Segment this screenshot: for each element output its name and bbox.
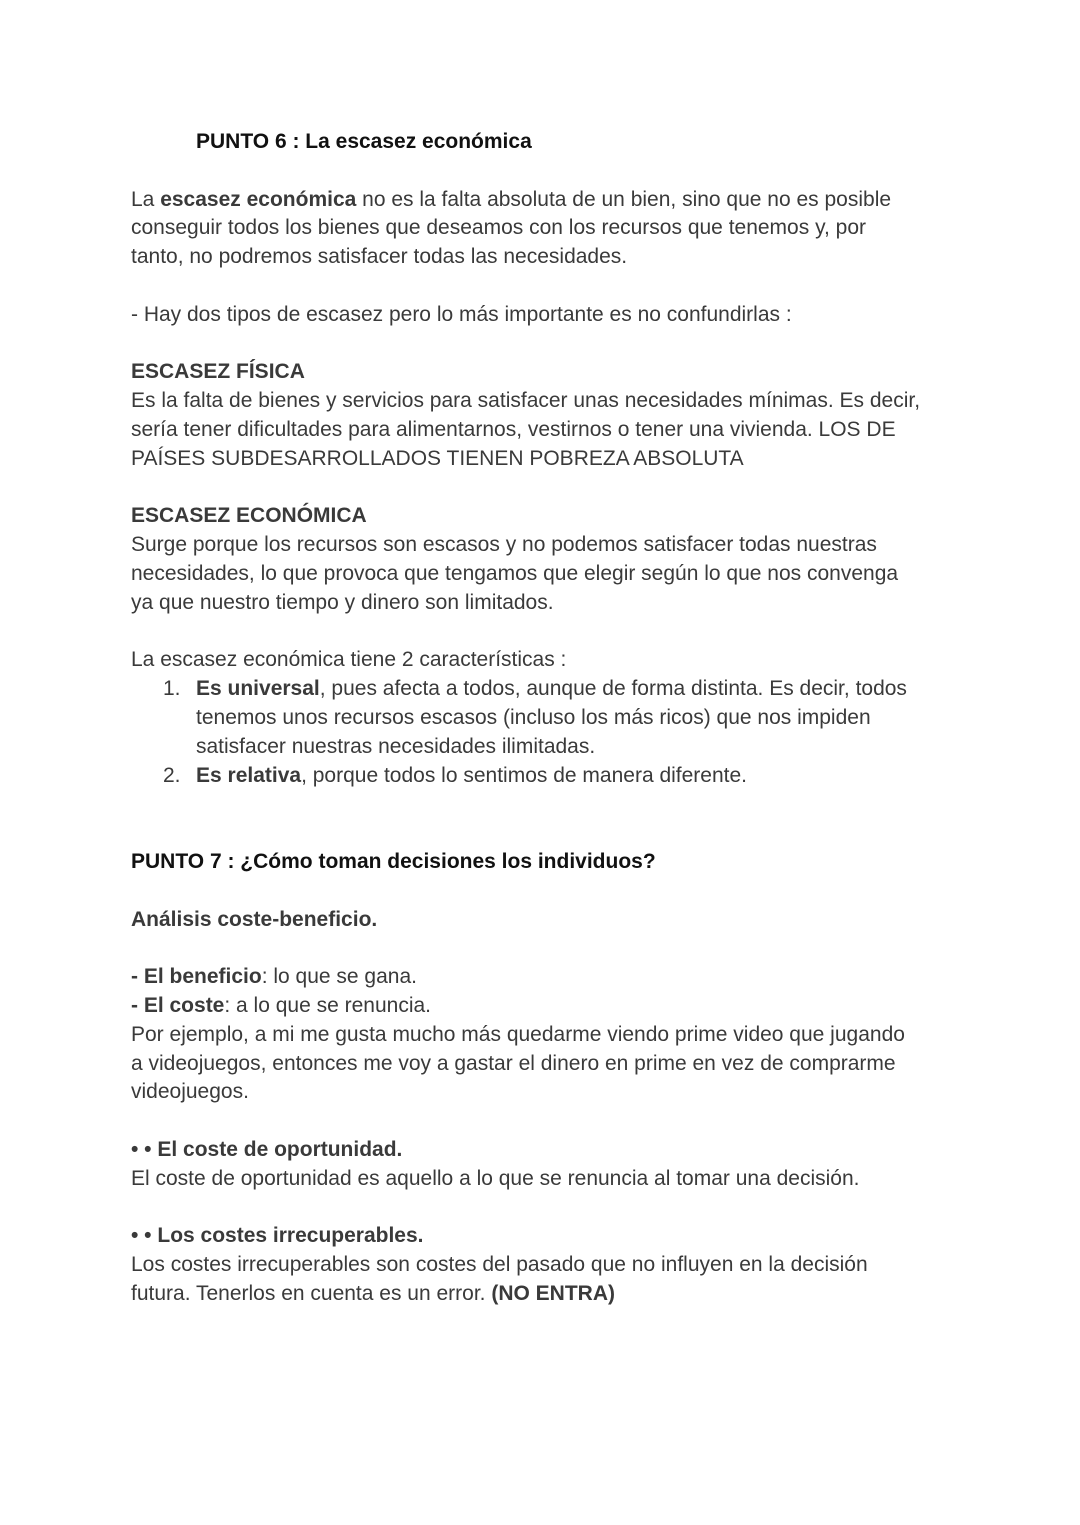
example-line1: Por ejemplo, a mi me gusta mucho más quedarme viendo prime video que jugando (131, 1022, 905, 1046)
escasez-economica-heading: ESCASEZ ECONÓMICA (131, 504, 367, 528)
fisica-line2: sería tener dificultades para alimentarnos, vestirnos o tener una vivienda. LOS DE (131, 417, 896, 441)
punto6-intro-paragraph (131, 186, 961, 272)
char1-line3: satisfacer nuestras necesidades ilimitadas. (196, 734, 596, 758)
irrecuperables-line2: futura. Tenerlos en cuenta es un error. (131, 1281, 492, 1305)
irrecuperables-line1: Los costes irrecuperables son costes del pasado que no influyen en la decisión (131, 1253, 868, 1277)
irrecuperables-heading: • • Los costes irrecuperables. (131, 1224, 424, 1248)
characteristics-intro: La escasez económica tiene 2 características : (131, 648, 567, 672)
economica-line3: ya que nuestro tiempo y dinero son limitados. (131, 590, 554, 614)
oportunidad-text: El coste de oportunidad es aquello a lo que se renuncia al tomar una decisión. (131, 1166, 860, 1190)
no-entra-label: (NO ENTRA) (491, 1281, 615, 1305)
economica-line1: Surge porque los recursos son escasos y no podemos satisfacer todas nuestras (131, 533, 877, 557)
coste-bold: - El coste (131, 993, 225, 1017)
analysis-heading: Análisis coste-beneficio. (131, 907, 378, 931)
escasez-fisica-heading: ESCASEZ FÍSICA (131, 360, 305, 384)
list-number: 1. (163, 677, 181, 701)
char1-line2: tenemos unos recursos escasos (incluso los más ricos) que nos impiden (196, 705, 871, 729)
intro-bold-term: escasez económica (160, 187, 357, 211)
document-page (131, 128, 961, 1309)
intro-line2: conseguir todos los bienes que deseamos con los recursos que tenemos y, por (131, 216, 867, 240)
characteristics-list (131, 675, 961, 790)
beneficio-bold: - El beneficio (131, 965, 262, 989)
punto6-title: PUNTO 6 : La escasez económica (196, 130, 532, 153)
escasez-economica-section (131, 502, 961, 617)
coste-rest: : a lo que se renuncia. (224, 993, 432, 1017)
types-line: - Hay dos tipos de escasez pero lo más importante es no confundirlas : (131, 302, 792, 326)
punto7-title: PUNTO 7 : ¿Cómo toman decisiones los individuos? (131, 849, 656, 873)
example-line3: videojuegos. (131, 1080, 249, 1104)
example-line2: a videojuegos, entonces me voy a gastar el dinero en prime en vez de comprarme (131, 1051, 896, 1075)
char2-bold: Es relativa (196, 763, 302, 787)
intro-line3: tanto, no podremos satisfacer todas las necesidades. (131, 245, 628, 269)
intro-line1-rest: no es la falta absoluta de un bien, sino que no es posible (356, 187, 892, 211)
fisica-line3: PAÍSES SUBDESARROLLADOS TIENEN POBREZA ABSOLUTA (131, 446, 744, 470)
char1-bold: Es universal (196, 677, 320, 701)
list-item (131, 675, 961, 761)
economica-line2: necesidades, lo que provoca que tengamos que elegir según lo que nos convenga (131, 561, 899, 585)
intro-pre: La (131, 187, 161, 211)
fisica-line1: Es la falta de bienes y servicios para satisfacer unas necesidades mínimas. Es decir, (131, 389, 921, 413)
beneficio-rest: : lo que se gana. (261, 965, 417, 989)
list-number: 2. (163, 763, 181, 787)
char1-line1-rest: , pues afecta a todos, aunque de forma distinta. Es decir, todos (319, 677, 907, 701)
oportunidad-heading: • • El coste de oportunidad. (131, 1137, 403, 1161)
escasez-fisica-section (131, 358, 961, 473)
list-item (131, 762, 961, 791)
char2-line1-rest: , porque todos lo sentimos de manera diferente. (301, 763, 748, 787)
